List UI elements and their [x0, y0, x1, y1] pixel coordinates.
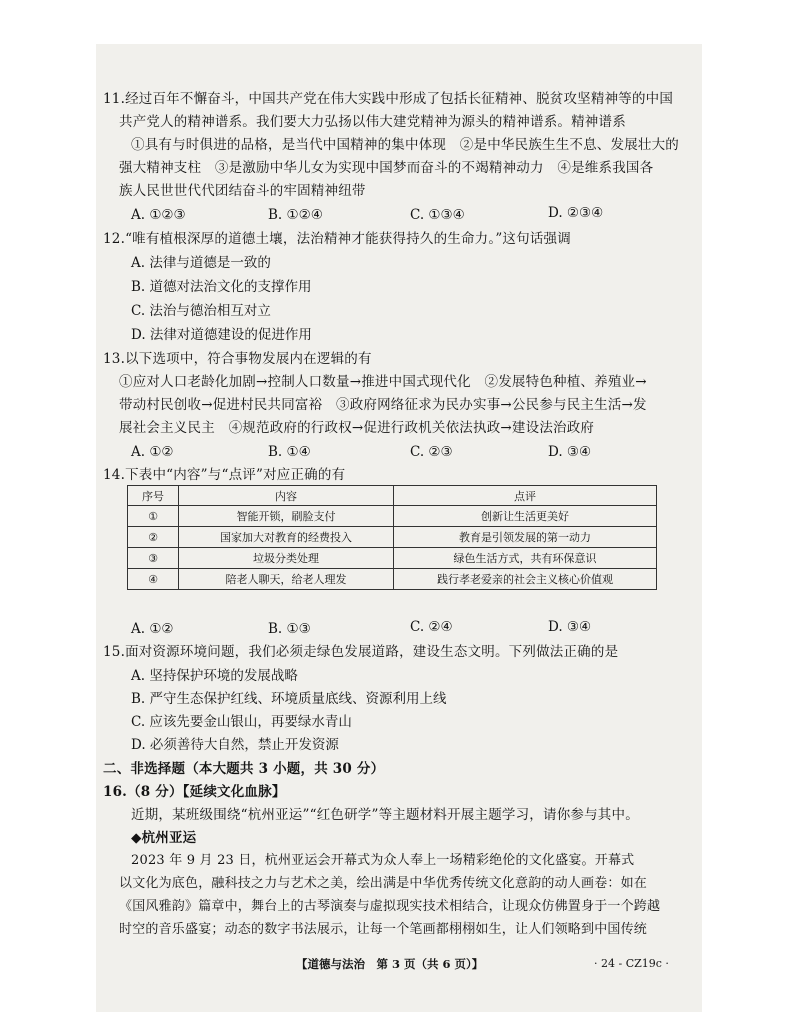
row-content: 垃圾分类处理 — [179, 548, 394, 569]
q16-intro: 近期，某班级围绕“杭州亚运”“红色研学”等主题材料开展主题学习，请你参与其中。 — [131, 807, 639, 823]
q14-stem: 14.下表中“内容”与“点评”对应正确的有 — [103, 467, 346, 483]
q13-line-3: 带动村民创收→促进村民共同富裕 ③政府网络征求为民办实事→公民参与民主生活→发 — [119, 397, 647, 413]
q11-line-2: 共产党人的精神谱系。我们要大力弘扬以伟大建党精神为源头的精神谱系。精神谱系 — [119, 114, 626, 130]
row-index: ④ — [128, 569, 179, 590]
table-row — [128, 548, 657, 569]
header-comment: 点评 — [394, 486, 657, 506]
q13-stem: 13.以下选项中，符合事物发展内在逻辑的有 — [103, 351, 372, 367]
q11-option-c: C. ①③④ — [410, 207, 465, 223]
q11-option-d: D. ②③④ — [548, 205, 604, 221]
row-comment: 创新让生活更美好 — [394, 506, 657, 527]
page-footer: 【道德与法治 第 3 页（共 6 页）】 — [296, 957, 484, 971]
q12-option-b: B. 道德对法治文化的支撑作用 — [131, 279, 312, 295]
q11-line-1: 11.经过百年不懈奋斗，中国共产党在伟大实践中形成了包括长征精神、脱贫攻坚精神等的中国 — [103, 91, 674, 107]
q16-line-2: 以文化为底色，融科技之力与艺术之美，绘出满是中华优秀传统文化意韵的动人画卷：如在 — [119, 876, 648, 891]
q13-line-2: ①应对人口老龄化加剧→控制人口数量→推进中国式现代化 ②发展特色种植、养殖业→ — [119, 374, 647, 390]
header-content: 内容 — [179, 486, 394, 506]
q15-option-b: B. 严守生态保护红线、环境质量底线、资源利用上线 — [131, 691, 447, 707]
row-content: 陪老人聊天，给老人理发 — [179, 569, 394, 590]
q12-stem: 12.“唯有植根深厚的道德土壤，法治精神才能获得持久的生命力。”这句话强调 — [103, 231, 571, 247]
q14-option-a: A. ①② — [131, 621, 174, 637]
q16-subheading: ◆杭州亚运 — [131, 830, 197, 846]
row-index: ③ — [128, 548, 179, 569]
q16-line-4: 时空的音乐盛宴；动态的数字书法展示，让每一个笔画都栩栩如生，让人们领略到中国传统 — [119, 922, 648, 937]
q13-option-a: A. ①② — [131, 444, 174, 460]
q15-stem: 15.面对资源环境问题，我们必须走绿色发展道路，建设生态文明。下列做法正确的是 — [103, 644, 619, 660]
q11-option-a: A. ①②③ — [131, 207, 186, 223]
header-index: 序号 — [128, 486, 179, 506]
section-2-heading: 二、非选择题（本大题共 3 小题，共 30 分） — [103, 761, 385, 777]
q14-option-c: C. ②④ — [410, 619, 453, 635]
q13-line-4: 展社会主义民主 ④规范政府的行政权→促进行政机关依法执政→建设法治政府 — [119, 420, 595, 436]
q14-table — [127, 485, 657, 590]
q14-option-b: B. ①③ — [268, 621, 311, 637]
q13-option-c: C. ②③ — [410, 444, 453, 460]
row-comment: 绿色生活方式，共有环保意识 — [394, 548, 657, 569]
q16-title: 16.（8 分）【延续文化血脉】 — [103, 784, 286, 800]
row-index: ② — [128, 527, 179, 548]
q12-option-d: D. 法律对道德建设的促进作用 — [131, 327, 312, 343]
table-row — [128, 569, 657, 590]
paper-code: · 24 - CZ19c · — [594, 957, 669, 970]
table-row — [128, 506, 657, 527]
q11-line-4: 强大精神支柱 ③是激励中华儿女为实现中国梦而奋斗的不竭精神动力 ④是维系我国各 — [119, 160, 654, 176]
q15-option-d: D. 必须善待大自然，禁止开发资源 — [131, 737, 339, 753]
q11-option-b: B. ①②④ — [268, 207, 323, 223]
q12-option-c: C. 法治与德治相互对立 — [131, 303, 271, 319]
q15-option-c: C. 应该先要金山银山，再要绿水青山 — [131, 714, 352, 730]
table-row — [128, 527, 657, 548]
q11-line-3: ①具有与时俱进的品格，是当代中国精神的集中体现 ②是中华民族生生不息、发展壮大的 — [131, 137, 679, 153]
q12-option-a: A. 法律与道德是一致的 — [131, 255, 271, 271]
table-header-row — [128, 486, 657, 506]
row-content: 国家加大对教育的经费投入 — [179, 527, 394, 548]
q15-option-a: A. 坚持保护环境的发展战略 — [131, 668, 298, 684]
row-index: ① — [128, 506, 179, 527]
q16-line-1: 2023 年 9 月 23 日，杭州亚运会开幕式为众人奉上一场精彩绝伦的文化盛宴。开幕式 — [131, 853, 635, 868]
q14-option-d: D. ③④ — [548, 619, 592, 635]
row-comment: 践行孝老爱亲的社会主义核心价值观 — [394, 569, 657, 590]
row-content: 智能开锁，刷脸支付 — [179, 506, 394, 527]
row-comment: 教育是引领发展的第一动力 — [394, 527, 657, 548]
q11-line-5: 族人民世世代代团结奋斗的牢固精神纽带 — [119, 183, 366, 199]
q13-option-b: B. ①④ — [268, 444, 311, 460]
q16-line-3: 《国风雅韵》篇章中，舞台上的古琴演奏与虚拟现实技术相结合，让现众仿佛置身于一个跨越 — [119, 899, 661, 914]
q13-option-d: D. ③④ — [548, 444, 592, 460]
